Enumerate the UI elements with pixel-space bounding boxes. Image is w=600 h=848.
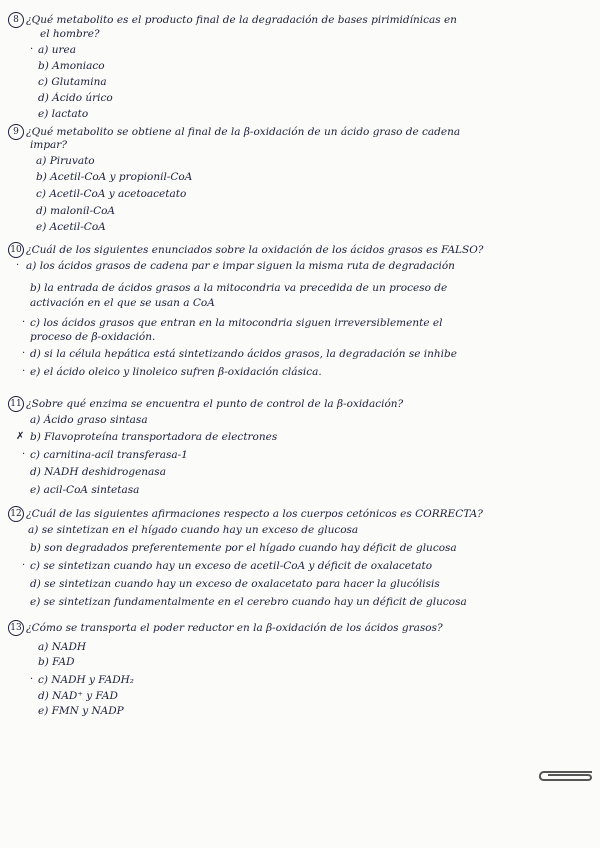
answer-mark: · <box>16 260 20 271</box>
answer-option: b) Acetil-CoA y propionil-CoA <box>36 171 193 183</box>
answer-option: a) Piruvato <box>36 155 95 167</box>
answer-option: d) si la célula hepática está sintetizando ácidos grasos, la degradación se inhibe <box>30 348 457 360</box>
answer-option: a) urea <box>38 44 76 56</box>
answer-option: b) son degradados preferentemente por el hígado cuando hay déficit de glucosa <box>30 542 457 554</box>
answer-option: e) FMN y NADP <box>38 705 124 717</box>
answer-mark: · <box>30 44 34 55</box>
answer-option: e) acil-CoA sintetasa <box>30 484 140 496</box>
answer-mark: · <box>22 449 26 460</box>
answer-option: b) FAD <box>38 656 75 668</box>
question-text: 9 ¿Qué metabolito se obtiene al final de la β-oxidación de un ácido graso de cadena <box>8 124 590 140</box>
answer-option: c) carnitina-acil transferasa-1 <box>30 449 188 461</box>
answer-option: proceso de β-oxidación. <box>30 331 156 343</box>
answer-option: e) lactato <box>38 108 89 120</box>
answer-option: a) se sintetizan en el hígado cuando hay un exceso de glucosa <box>28 524 359 536</box>
answer-option: d) Ácido úrico <box>38 92 113 104</box>
answer-option: c) los ácidos grasos que entran en la mitocondria siguen irreversiblemente el <box>30 317 443 329</box>
question-number: 13 <box>8 620 24 636</box>
question-text: 11 ¿Sobre qué enzima se encuentra el punto de control de la β-oxidación? <box>8 396 590 412</box>
question-number: 8 <box>8 12 24 28</box>
answer-option: e) se sintetizan fundamentalmente en el cerebro cuando hay un déficit de glucosa <box>30 596 467 608</box>
answer-mark: · <box>30 674 34 685</box>
answer-option: a) NADH <box>38 641 87 653</box>
question-text: 13 ¿Cómo se transporta el poder reductor en la β-oxidación de los ácidos grasos? <box>8 620 590 636</box>
answer-option: a) Ácido graso sintasa <box>30 414 148 426</box>
question-number: 10 <box>8 242 24 258</box>
answer-mark: ✗ <box>16 431 25 442</box>
answer-option: b) Amoniaco <box>38 60 105 72</box>
answer-mark: · <box>22 348 26 359</box>
answer-option: b) Flavoproteína transportadora de electrones <box>30 431 278 443</box>
answer-mark: · <box>22 560 26 571</box>
question-text: 8 ¿Qué metabolito es el producto final de la degradación de bases pirimidínicas en <box>8 12 590 28</box>
answer-option: a) los ácidos grasos de cadena par e impar siguen la misma ruta de degradación <box>26 260 455 272</box>
question-text: 10 ¿Cuál de los siguientes enunciados sobre la oxidación de los ácidos grasos es FALSO? <box>8 242 590 258</box>
answer-option: c) Glutamina <box>38 76 107 88</box>
answer-option: d) se sintetizan cuando hay un exceso de oxalacetato para hacer la glucólisis <box>30 578 440 590</box>
answer-option: e) Acetil-CoA <box>36 221 106 233</box>
answer-option: b) la entrada de ácidos grasos a la mitocondria va precedida de un proceso de <box>30 282 448 294</box>
answer-mark: · <box>22 366 26 377</box>
answer-option: d) malonil-CoA <box>36 205 116 217</box>
question-text: 12 ¿Cuál de las siguientes afirmaciones respecto a los cuerpos cetónicos es CORRECTA? <box>8 506 590 522</box>
answer-option: c) se sintetizan cuando hay un exceso de acetil-CoA y déficit de oxalacetato <box>30 560 433 572</box>
question-number: 12 <box>8 506 24 522</box>
answer-option: c) Acetil-CoA y acetoacetato <box>36 188 187 200</box>
answer-mark: · <box>22 317 26 328</box>
question-text: impar? <box>30 139 67 151</box>
question-number: 9 <box>8 124 24 140</box>
answer-option: e) el ácido oleico y linoleico sufren β-oxidación clásica. <box>30 366 322 378</box>
answer-option: d) NADH deshidrogenasa <box>30 466 166 478</box>
answer-option: d) NAD⁺ y FAD <box>38 690 118 702</box>
answer-option: activación en el que se usan a CoA <box>30 297 215 309</box>
answer-option: c) NADH y FADH₂ <box>38 674 135 686</box>
question-text: el hombre? <box>40 28 100 40</box>
question-number: 11 <box>8 396 24 412</box>
paper-clip-icon <box>536 762 594 784</box>
